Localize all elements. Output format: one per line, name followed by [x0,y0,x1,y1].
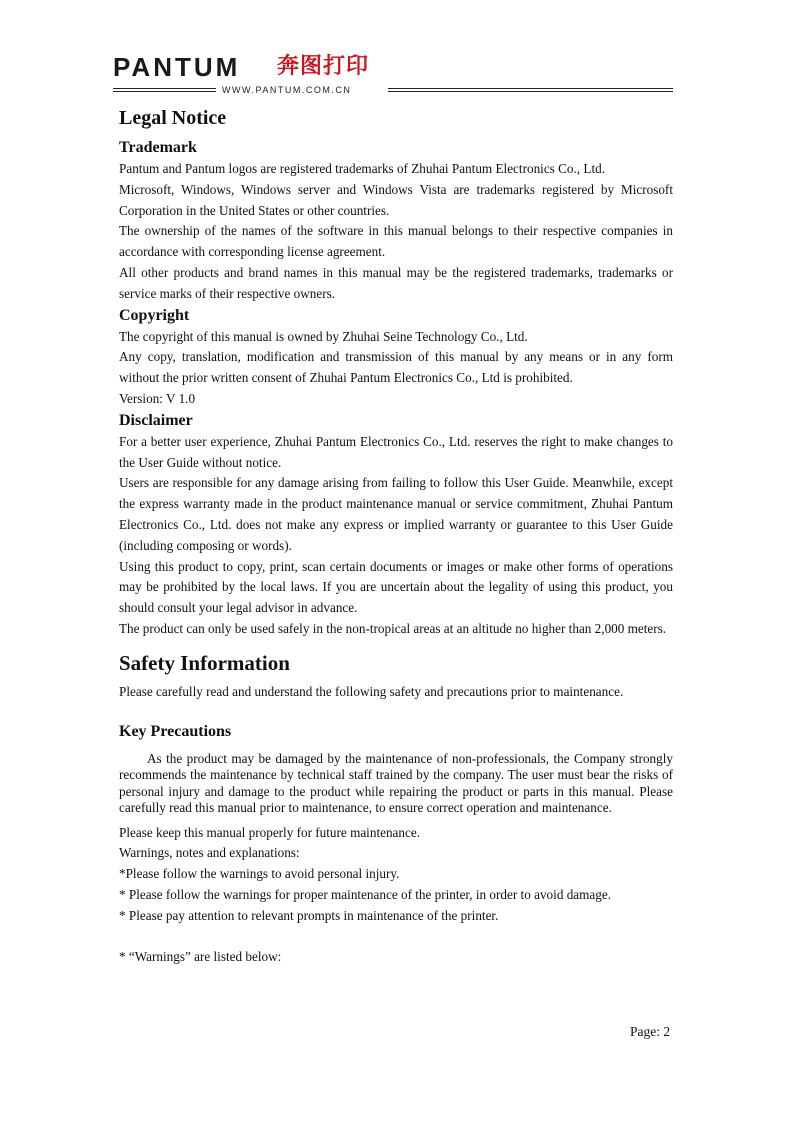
trademark-paragraph: Pantum and Pantum logos are registered trademarks of Zhuhai Pantum Electronics Co., Ltd. [119,161,605,176]
note-line: * Please follow the warnings for proper maintenance of the printer, in order to avoid damage. [119,886,612,902]
key-precautions-heading: Key Precautions [119,722,232,740]
note-line: Please keep this manual properly for future maintenance. [119,824,421,840]
safety-intro: Please carefully read and understand the following safety and precautions prior to maintenance. [119,683,624,699]
pantum-logo-chinese: 奔图打印 [277,54,370,79]
page-number: Page: 2 [630,1024,671,1039]
website-url: WWW.PANTUM.COM.CN [222,85,352,95]
note-line: Warnings, notes and explanations: [119,845,300,861]
trademark-paragraph: The ownership of the names of the software in this manual belongs to their respective companies in accordance with corresponding license agreement. [119,223,673,260]
page-header [0,0,793,100]
disclaimer-paragraph: The product can only be used safely in the non-tropical areas at an altitude no higher than 2,000 meters. [119,620,667,636]
note-line: *Please follow the warnings to avoid personal injury. [119,866,400,882]
disclaimer-paragraph: Using this product to copy, print, scan certain documents or images or make other forms of operations may be prohibited by the local laws. If you are uncertain about the legality of using this product, you should consult your legal advisor in advance. [119,558,673,616]
copyright-paragraph: The copyright of this manual is owned by Zhuhai Seine Technology Co., Ltd. [119,328,528,344]
trademark-paragraph: All other products and brand names in this manual may be the registered trademarks, trademarks or service marks of their respective owners. [119,264,673,301]
note-line: * Please pay attention to relevant prompts in maintenance of the printer. [119,907,499,923]
disclaimer-paragraph: For a better user experience, Zhuhai Pantum Electronics Co., Ltd. reserves the right to make changes to the User Guide without notice. [119,433,673,470]
trademark-paragraph: Microsoft, Windows, Windows server and Windows Vista are trademarks registered by Microsoft Corporation in the United States or other countries. [119,181,673,218]
header-rule-left [113,88,216,92]
trademark-heading: Trademark [119,139,197,156]
copyright-paragraph: Any copy, translation, modification and transmission of this manual by any means or in any form without the prior written consent of Zhuhai Pantum Electronics Co., Ltd is prohibited. [119,349,673,386]
disclaimer-heading: Disclaimer [119,411,193,429]
page-content [119,103,673,967]
legal-notice-title: Legal Notice [119,107,227,129]
version-text: Version: V 1.0 [119,390,196,406]
safety-information-title: Safety Information [119,650,290,675]
pantum-logo: PANTUM [113,52,241,82]
key-precautions-body: As the product may be damaged by the maintenance of non-professionals, the Company strongly recommends the maintenance by technical staff trained by the company. The user must bear the risks of personal injury and damage to the product while repairing the product or parts in this manual. Please carefully read this manual prior to maintenance, to ensure correct operation and maintenance. [119,750,673,816]
warnings-listed: * “Warnings” are listed below: [119,948,282,964]
copyright-heading: Copyright [119,306,190,324]
header-rule-right [388,88,673,92]
disclaimer-paragraph: Users are responsible for any damage arising from failing to follow this User Guide. Meanwhile, except the express warranty made in the product maintenance manual or service commitment, Zhuhai Pantum Electronics Co., Ltd. does not make any express or implied warranty or guarantee to this User Guide (including composing or words). [119,475,673,553]
